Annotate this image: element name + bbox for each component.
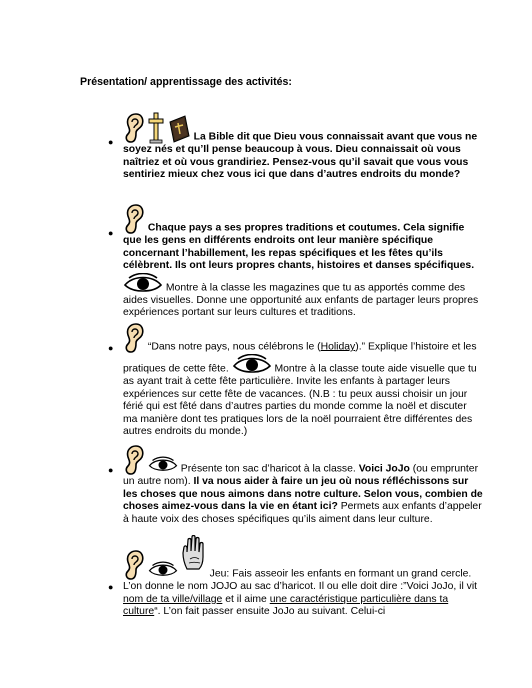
icon-group [123,112,191,144]
item-text-bold: Chaque pays a ses propres traditions et coutumes. Cela signifie que les gens en différents endroits ont leur manière spécifique concernant l’habillement, les repas spécifiques et les fêtes qu’ils célèbrent. Ils ont leurs propres chants, histoires et danses spécifiques. [123,222,475,272]
eye-icon [232,354,272,376]
ear-icon [123,203,145,235]
ear-icon [123,112,145,144]
item-text: Permets aux enfants d’appeler à haute voix des choses spécifiques qu’ils aiment dans leur culture. [123,501,482,525]
item-text: et il aime [225,593,267,605]
item-text: Jeu: Fais asseoir les enfants en formant un grand cercle. L’on donne le nom JOJO au sac d’haricot. Il ou elle doit dire :”Voici JoJo, il vit [123,568,478,592]
eye-icon [148,454,178,476]
ear-icon [123,549,145,581]
item-text-bold: Il va nous aider à faire un jeu où nous réfléchissons sur les choses que nous aimons dans notre culture. Selon vous, combien de choses aimez-vous dans la vie en étant ici? [123,476,483,513]
eye-icon [123,273,163,295]
item-body [123,112,483,182]
item-body [123,203,483,320]
culture-placeholder: une caractéristique particulière dans ta culture [123,593,449,618]
item-body [123,444,483,526]
item-text: Montre à la classe les magazines que tu as apportés comme des aides visuelles. Donne une opportunité aux enfants de partager leurs propres expériences portant sur leurs cultures et traditions. [123,282,479,319]
icon-group [123,545,207,581]
bullet: ● [108,343,114,353]
item-text: Montre à la classe toute aide visuelle que tu as ayant trait à cette fête particulière. Invite les enfants à partager leurs expériences sur cette fête de vacances. (N.B : tu peux aussi choisir un jour férié qui est fêté dans d’autres parties du monde comme la noël et discuter ma manière dont tes pratiques lors de la noël pourraient être différentes des autres endroits du monde.) [123,363,477,438]
bullet: ● [108,582,114,592]
eye-icon [148,559,178,581]
item-text: “Dans notre pays, nous célébrons le ( [147,341,321,353]
item-text-bold: Voici JoJo [358,463,410,475]
item-text: “. L’on fait passer ensuite JoJo au suivant. Celui-ci [154,606,386,618]
bullet: ● [108,137,114,147]
section-heading: Présentation/ apprentissage des activités: [80,76,292,88]
ear-icon [123,444,145,476]
item-text: La Bible dit que Dieu vous connaissait avant que vous ne soyez nés et qu’Il pense beaucoup à vous. Dieu connaissait où vous naîtriez et où vous grandiriez. Pensez-vous qu’il savait que vous vous sentiriez mieux chez vous ici que dans d’autres endroits du monde? [123,131,478,181]
item-body [123,545,483,619]
bible-icon [167,114,191,144]
hand-icon [181,535,207,571]
holiday-placeholder: Holiday [320,341,356,353]
item-text: ).” Explique l’histoire et les pratiques de cette fête. [123,341,477,375]
icon-group [123,444,178,476]
item-text: Présente ton sac d’haricot à la classe. [180,463,356,475]
item-text: (ou emprunter un autre nom). [123,463,479,487]
item-body [123,322,483,439]
ear-icon [123,322,145,354]
town-placeholder: nom de ta ville/village [123,593,223,605]
cross-icon [148,112,164,144]
bullet: ● [108,465,114,475]
bullet: ● [108,228,114,238]
